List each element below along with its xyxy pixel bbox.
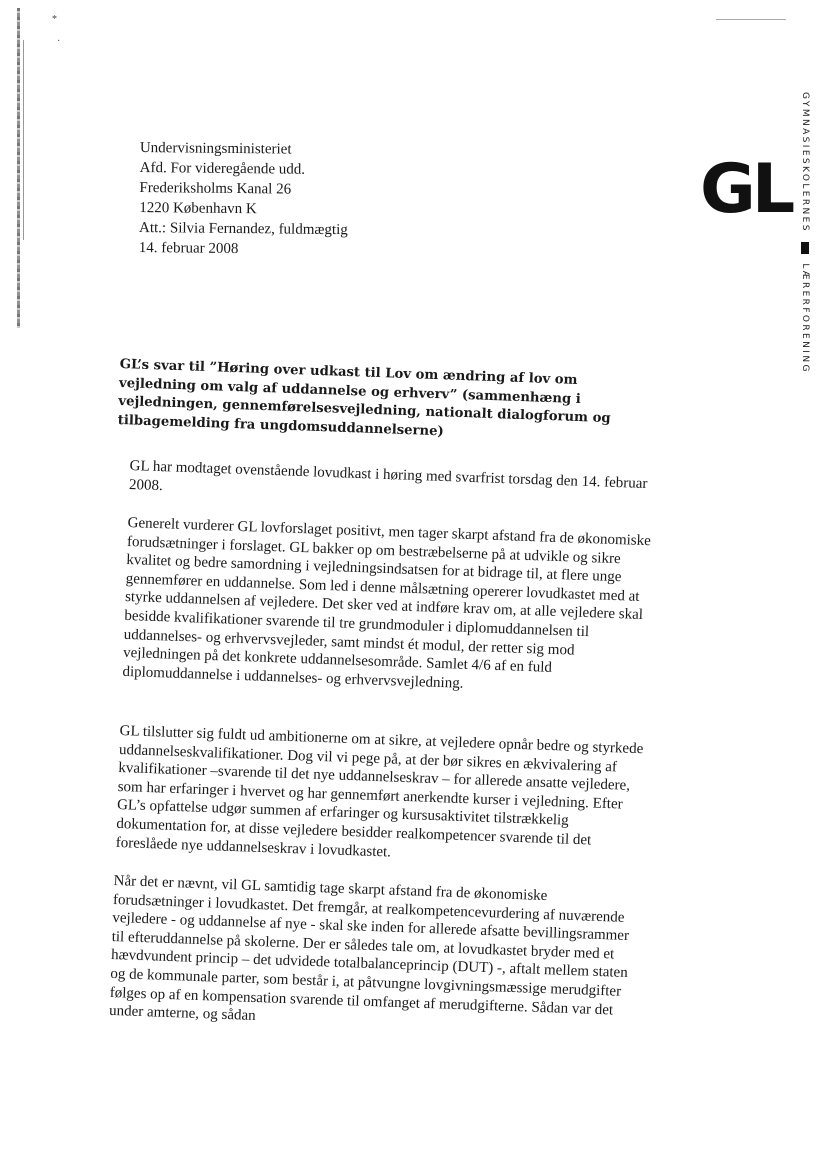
- scan-speck: ·: [57, 36, 61, 47]
- address-line: Afd. For videregående udd.: [139, 159, 306, 178]
- scan-speck: *: [52, 14, 57, 25]
- body-paragraph: GL tilslutter sig fuldt ud ambitionerne om at sikre, at vejledere opnår bedre og styrkede uddannelseskvalifikationer. Dog vil vi pege på, at der bør sikres en ækvivalering af kvalifikationer –svarende til det nye uddannelseskrav – for allerede ansatte vejledere, som har erfaringer i hvervet og har gennemført anerkendte kurser i vejledning. Efter GL’s opfattelse udgør summen af erfaringer og kursusaktivitet tilstrækkelig dokumentation for, at disse vejledere besidder realkompetencer svarende til det foreslåede nye uddannelseskrav i lovudkastet.: [115, 722, 644, 861]
- address-line: 1220 København K: [139, 199, 257, 218]
- gl-logo: GL: [700, 150, 792, 229]
- body-paragraph: Når det er nævnt, vil GL samtidig tage skarpt afstand fra de økonomiske forudsætninger i lovudkastet. Det fremgår, at realkompetencevurdering af nuværende vejledere - og uddannelse af nye - skal ske inden for allerede afsatte bevillingsrammer til efteruddannelse på skolerne. Der er således tale om, at lovudkastet bryder med et hævdvundent princip – det udvidede totalbalanceprincip (DUT) -, aftalt mellem staten og de kommunale parter, som består i, at påtvungne lovgivningsmæssige merudgifter følges op af en kompensation svarende til omfanget af merudgifterne. Sådan var det under amterne, og sådan: [108, 872, 630, 1025]
- body-paragraph: GL har modtaget ovenstående lovudkast i høring med svarfrist torsdag den 14. februar 2008.: [128, 457, 648, 494]
- logo-vertical-part1: GYMNASIESKOLERNES: [800, 92, 810, 233]
- address-line: Undervisningsministeriet: [139, 139, 292, 158]
- address-line: Att.: Silvia Fernandez, fuldmægtig: [138, 219, 348, 239]
- logo-vertical-part2: LÆRERFORENING: [800, 263, 810, 374]
- letter-heading: GL’s svar til ”Høring over udkast til Lov om ændring af lov om vejledning om valg af uddannelse og erhverv” (sammenhæng i vejledningen, gennemførelsesvejledning, nationalt dialogforum og tilbagemelding fra ungdomsuddannelserne): [117, 356, 611, 439]
- logo-vertical-text: [790, 92, 810, 382]
- letter-date: 14. februar 2008: [138, 239, 239, 258]
- recipient-address: [139, 138, 440, 261]
- scan-edge-line: [23, 40, 24, 240]
- logo-bar-mark: [801, 242, 809, 254]
- scan-line: [716, 19, 786, 20]
- body-paragraph: Generelt vurderer GL lovforslaget positivt, men tager skarpt afstand fra de økonomiske forudsætninger i forslaget. GL bakker op om bestræbelserne på at udvikle og sikre kvalitet og bedre samordning i vejledningsindsatsen for at bidrage til, at flere unge gennemfører en uddannelse. Som led i denne målsætning opererer lovudkastet med at styrke uddannelsen af vejledere. Det sker ved at indføre krav om, at alle vejledere skal besidde kvalifikationer svarende til tre grundmoduler i diplomuddannelsen til uddannelses- og erhvervsvejleder, samt mindst ét modul, der retter sig mod vejledningen på det konkrete uddannelsesområde. Samlet 4/6 af en fuld diplomuddannelse i uddannelses- og erhvervsvejledning.: [122, 514, 652, 692]
- scan-edge-mark: [17, 8, 20, 328]
- address-line: Frederiksholms Kanal 26: [139, 179, 292, 198]
